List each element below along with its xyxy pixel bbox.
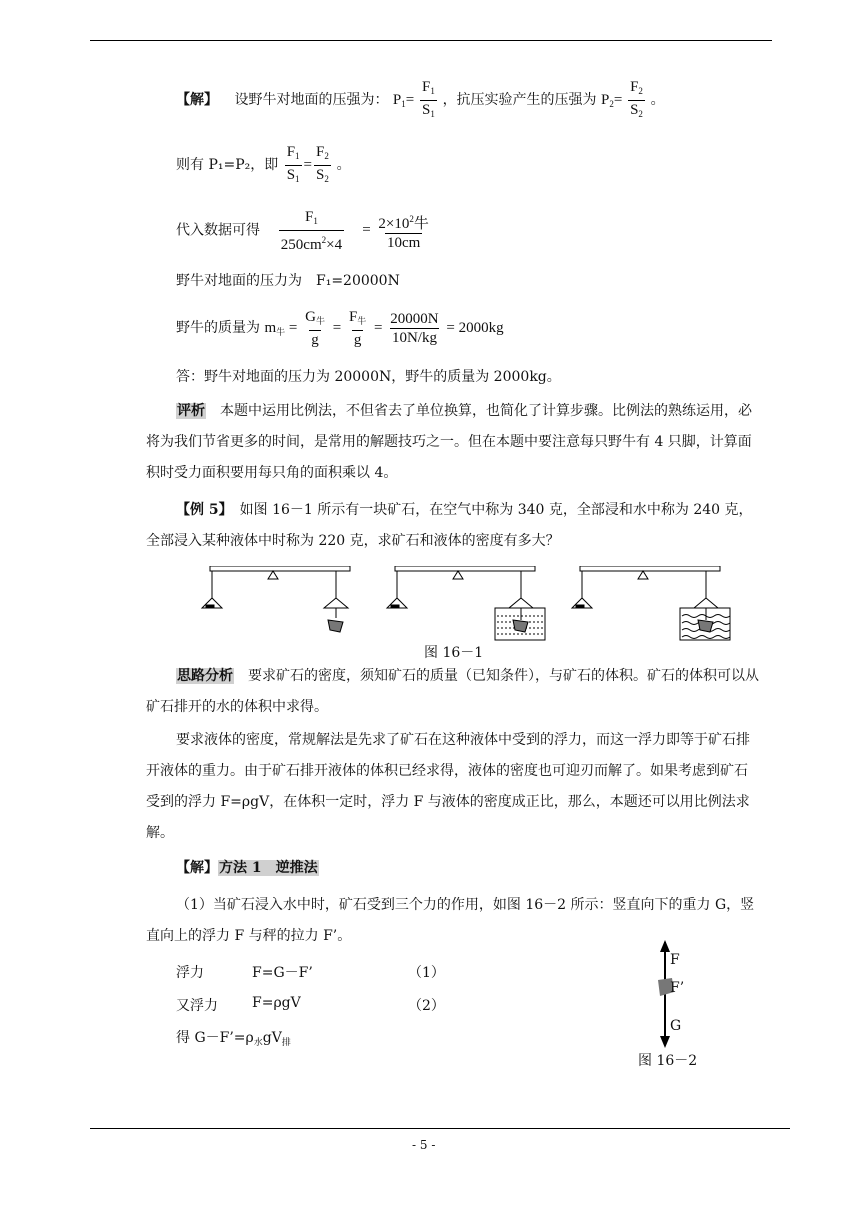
figure-16-1-caption: 图 16－1 <box>424 645 484 661</box>
equation-3: 得 $G-F’=\rho_水gV_排$ <box>176 1030 291 1048</box>
text: 则有 P₁=P₂，即 <box>176 156 279 173</box>
liquid-density-paragraph: 要求液体的密度，常规解法是先求了矿石在这种液体中受到的浮力，而这一浮力即等于矿石排开液体的重力。由于矿石排开液体的体积已经求得，液体的密度也可迎刃而解了。如果考虑到矿石受到的浮力 F=ρgV，在体积一定时，浮力 F 与液体的密度成正比，那么，本题还可以用比例法求解。 <box>146 732 750 841</box>
text: 野牛的质量为 <box>176 319 260 336</box>
fraction-f2-s2: $\frac{F_2}{S_2}$ <box>628 78 645 123</box>
analysis-tag: 思路分析 <box>177 668 233 684</box>
solution-line-4: 野牛对地面的压力为 F₁=20000N <box>176 273 400 289</box>
solution-tag: 【解】 <box>176 91 218 108</box>
text: 代入数据可得 <box>176 222 260 239</box>
solution-line-5 <box>176 308 504 349</box>
equation-2: 又浮力 F=ρgV （2） <box>176 995 445 1014</box>
example-5-paragraph: 【例 5】 如图 16－1 所示有一块矿石，在空气中称为 340 克，全部浸和水中称为 240 克，全部浸入某种液体中时称为 220 克，求矿石和液体的密度有多大？ <box>146 502 753 549</box>
example-tag: 【例 5】 <box>176 502 226 518</box>
math: $\frac{F_1}{S_1}$ = $\frac{F_2}{S_2}$ <box>283 157 337 173</box>
page-number: - 5 - <box>412 1138 436 1152</box>
force-g-label: G <box>670 1018 682 1034</box>
solution-line-2: 则有 P₁=P₂，即 $\frac{F_1}{S_1}$ = $\frac{F_2}{S_2}$ 。 <box>176 143 351 188</box>
text: 设野牛对地面的压强为： <box>234 91 389 108</box>
figure-16-2-caption: 图 16－2 <box>638 1053 698 1069</box>
comment-paragraph: 评析 本题中运用比例法，不但省去了单位换算，也简化了计算步骤。比例法的熟练运用，必将为我们节省更多的时间，是常用的解题技巧之一。但在本题中要注意每只野牛有 4 只脚，计算面积时受力面积要用每只角的面积乘以 4。 <box>146 403 752 481</box>
force-f-label: F <box>670 952 680 968</box>
math: $P_2=$ $\frac{F_2}{S_2}$ <box>601 92 651 108</box>
answer-line: 答：野牛对地面的压力为 20000N，野牛的质量为 2000kg。 <box>176 369 561 385</box>
equation-1: 浮力 F=G－F’ （1） <box>176 965 445 981</box>
fraction-f1-s1: $\frac{F_1}{S_1}$ <box>420 78 437 123</box>
text: ，抗压实验产生的压强为 <box>442 91 597 108</box>
comment-tag: 评析 <box>177 403 205 419</box>
solution-line-1: 【解】 设野牛对地面的压强为： $P_1=$ $\frac{F_1}{S_1}$ ，抗压实验产生的压强为 $P_2=$ $\frac{F_2}{S_2}$ 。 <box>176 78 665 123</box>
balance-water <box>387 566 545 640</box>
math: $P_1=$ $\frac{F_1}{S_1}$ <box>393 92 443 108</box>
method-heading: 【解】方法 1 逆推法 <box>176 860 318 876</box>
analysis-paragraph: 思路分析 要求矿石的密度，须知矿石的质量（已知条件），与矿石的体积。矿石的体积可以从矿石排开的水的体积中求得。 <box>146 668 759 715</box>
force-f-prime-label: F’ <box>670 980 685 996</box>
solution-line-3 <box>176 208 433 254</box>
footer-rule <box>90 1128 790 1129</box>
math: $\frac{F_1}{250cm^2\times 4}$ = $\frac{2\times 10^2牛}{10cm}$ <box>280 209 429 253</box>
balance-air <box>202 566 350 632</box>
header-rule <box>90 40 772 41</box>
figure-16-1 <box>198 566 738 646</box>
step-1-paragraph: （1）当矿石浸入水中时，矿石受到三个力的作用，如图 16－2 所示：竖直向下的重力 G，竖直向上的浮力 F 与秤的拉力 F’。 <box>146 897 755 944</box>
balance-liquid <box>572 566 730 640</box>
math: $m_牛$ = $\frac{G_牛}{g}$ = $\frac{F_牛}{g}$ = $\frac{20000N}{10N/kg}$ = 2000kg <box>264 309 504 348</box>
